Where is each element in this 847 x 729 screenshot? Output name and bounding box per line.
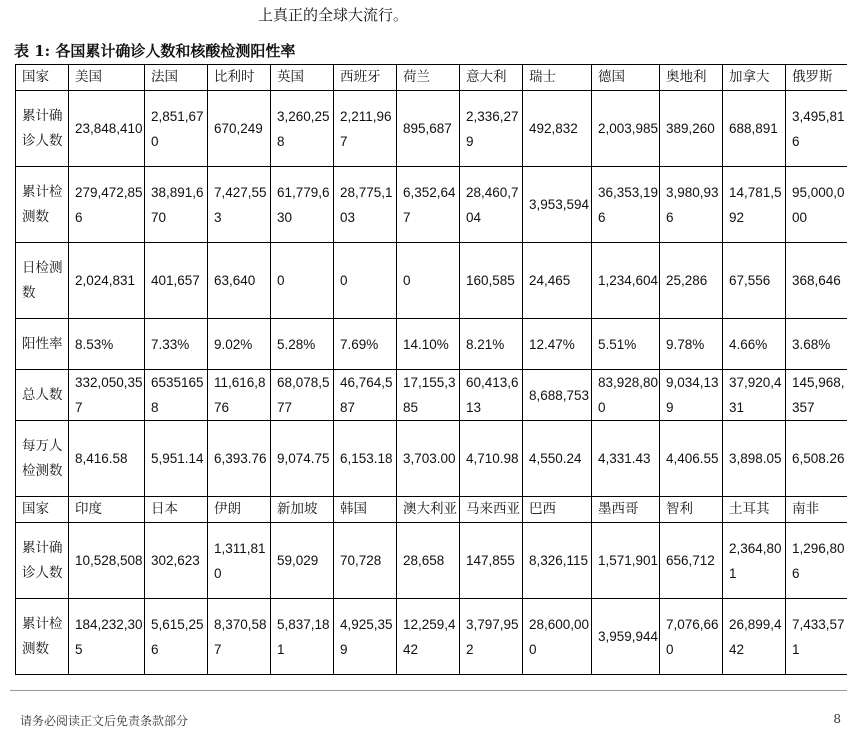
table-cell: 4,406.55 xyxy=(660,421,723,497)
table-row xyxy=(16,421,847,497)
table-cell: 895,687 xyxy=(397,91,460,167)
table-cell: 4,710.98 xyxy=(460,421,523,497)
table-cell: 38,891,670 xyxy=(145,167,208,243)
table-cell: 37,920,431 xyxy=(723,370,786,421)
table-cell: 9.78% xyxy=(660,319,723,370)
country-name: 瑞士 xyxy=(523,65,592,91)
row-label: 累计检测数 xyxy=(16,599,69,675)
table-cell: 9,074.75 xyxy=(271,421,334,497)
country-name: 荷兰 xyxy=(397,65,460,91)
row-label: 总人数 xyxy=(16,370,69,421)
table-cell: 12,259,442 xyxy=(397,599,460,675)
table-cell: 2,336,279 xyxy=(460,91,523,167)
table-cell: 3,898.05 xyxy=(723,421,786,497)
table-cell: 5.28% xyxy=(271,319,334,370)
country-name: 巴西 xyxy=(523,497,592,523)
country-name: 日本 xyxy=(145,497,208,523)
table-cell: 5,615,256 xyxy=(145,599,208,675)
table-cell: 60,413,613 xyxy=(460,370,523,421)
country-name: 印度 xyxy=(69,497,145,523)
country-name: 英国 xyxy=(271,65,334,91)
header-row xyxy=(16,497,847,523)
country-name: 新加坡 xyxy=(271,497,334,523)
table-cell: 17,155,385 xyxy=(397,370,460,421)
table-cell: 5,837,181 xyxy=(271,599,334,675)
country-name: 澳大利亚 xyxy=(397,497,460,523)
header-label: 国家 xyxy=(16,497,69,523)
table-cell: 9,034,139 xyxy=(660,370,723,421)
table-cell: 23,848,410 xyxy=(69,91,145,167)
table-cell: 8,326,115 xyxy=(523,523,592,599)
table-cell: 63,640 xyxy=(208,243,271,319)
table-cell: 688,891 xyxy=(723,91,786,167)
table-cell: 59,029 xyxy=(271,523,334,599)
table-cell: 2,211,967 xyxy=(334,91,397,167)
table-cell: 95,000,000 xyxy=(786,167,847,243)
table-cell: 389,260 xyxy=(660,91,723,167)
country-name: 奥地利 xyxy=(660,65,723,91)
table-cell: 1,311,810 xyxy=(208,523,271,599)
table-cell: 3,797,952 xyxy=(460,599,523,675)
table-cell: 160,585 xyxy=(460,243,523,319)
table-cell: 7,427,553 xyxy=(208,167,271,243)
table-cell: 8,370,587 xyxy=(208,599,271,675)
table-cell: 8,416.58 xyxy=(69,421,145,497)
table-cell: 0 xyxy=(334,243,397,319)
table-cell: 28,460,704 xyxy=(460,167,523,243)
table-cell: 279,472,856 xyxy=(69,167,145,243)
country-name: 俄罗斯 xyxy=(786,65,847,91)
table-cell: 2,851,670 xyxy=(145,91,208,167)
country-name: 智利 xyxy=(660,497,723,523)
table-cell: 147,855 xyxy=(460,523,523,599)
table-cell: 10,528,508 xyxy=(69,523,145,599)
table-cell: 28,658 xyxy=(397,523,460,599)
table-cell: 670,249 xyxy=(208,91,271,167)
table-caption: 表 1: 各国累计确诊人数和核酸检测阳性率 xyxy=(14,40,295,61)
table-cell: 36,353,196 xyxy=(592,167,660,243)
table-cell: 4,550.24 xyxy=(523,421,592,497)
table-cell: 28,600,000 xyxy=(523,599,592,675)
country-test-table xyxy=(15,64,847,675)
table-cell: 1,234,604 xyxy=(592,243,660,319)
table-cell: 6,153.18 xyxy=(334,421,397,497)
table-cell: 11,616,876 xyxy=(208,370,271,421)
table-cell: 332,050,357 xyxy=(69,370,145,421)
table-cell: 401,657 xyxy=(145,243,208,319)
table-cell: 14,781,592 xyxy=(723,167,786,243)
table-cell: 7.69% xyxy=(334,319,397,370)
table-cell: 5,951.14 xyxy=(145,421,208,497)
table-cell: 26,899,442 xyxy=(723,599,786,675)
table-cell: 492,832 xyxy=(523,91,592,167)
table-cell: 656,712 xyxy=(660,523,723,599)
table-cell: 12.47% xyxy=(523,319,592,370)
row-label: 累计检测数 xyxy=(16,167,69,243)
table-cell: 61,779,630 xyxy=(271,167,334,243)
table-cell: 0 xyxy=(271,243,334,319)
table-cell: 8,688,753 xyxy=(523,370,592,421)
country-name: 加拿大 xyxy=(723,65,786,91)
table-cell: 7.33% xyxy=(145,319,208,370)
table-cell: 1,571,901 xyxy=(592,523,660,599)
table-cell: 25,286 xyxy=(660,243,723,319)
header-row xyxy=(16,65,847,91)
row-label: 累计确诊人数 xyxy=(16,523,69,599)
table-cell: 7,076,660 xyxy=(660,599,723,675)
table-cell: 6,352,647 xyxy=(397,167,460,243)
table-row xyxy=(16,91,847,167)
country-name: 比利时 xyxy=(208,65,271,91)
table-cell: 5.51% xyxy=(592,319,660,370)
country-name: 南非 xyxy=(786,497,847,523)
table-cell: 68,078,577 xyxy=(271,370,334,421)
table-cell: 46,764,587 xyxy=(334,370,397,421)
row-label: 累计确诊人数 xyxy=(16,91,69,167)
table-cell: 4.66% xyxy=(723,319,786,370)
table-cell: 3,953,594 xyxy=(523,167,592,243)
country-name: 墨西哥 xyxy=(592,497,660,523)
table-cell: 28,775,103 xyxy=(334,167,397,243)
table-cell: 368,646 xyxy=(786,243,847,319)
table-cell: 4,925,359 xyxy=(334,599,397,675)
table-cell: 9.02% xyxy=(208,319,271,370)
country-name: 法国 xyxy=(145,65,208,91)
table-cell: 14.10% xyxy=(397,319,460,370)
table-cell: 67,556 xyxy=(723,243,786,319)
table-row xyxy=(16,167,847,243)
table-cell: 3.68% xyxy=(786,319,847,370)
table-cell: 0 xyxy=(397,243,460,319)
table-cell: 4,331.43 xyxy=(592,421,660,497)
header-label: 国家 xyxy=(16,65,69,91)
table-cell: 145,968,357 xyxy=(786,370,847,421)
row-label: 阳性率 xyxy=(16,319,69,370)
table-row xyxy=(16,243,847,319)
table-cell: 24,465 xyxy=(523,243,592,319)
table-cell: 65351658 xyxy=(145,370,208,421)
table-row xyxy=(16,523,847,599)
table-cell: 184,232,305 xyxy=(69,599,145,675)
row-label: 每万人检测数 xyxy=(16,421,69,497)
table-cell: 3,495,816 xyxy=(786,91,847,167)
table-cell: 3,703.00 xyxy=(397,421,460,497)
footer-rule xyxy=(10,690,847,691)
country-name: 德国 xyxy=(592,65,660,91)
table-cell: 6,393.76 xyxy=(208,421,271,497)
country-name: 美国 xyxy=(69,65,145,91)
table-cell: 6,508.26 xyxy=(786,421,847,497)
table-cell: 1,296,806 xyxy=(786,523,847,599)
table-cell: 3,980,936 xyxy=(660,167,723,243)
table-cell: 3,260,258 xyxy=(271,91,334,167)
table-cell: 2,003,985 xyxy=(592,91,660,167)
row-label: 日检测数 xyxy=(16,243,69,319)
table-cell: 7,433,571 xyxy=(786,599,847,675)
table-row xyxy=(16,319,847,370)
footer-disclaimer: 请务必阅读正文后免责条款部分 xyxy=(20,712,188,729)
table-row xyxy=(16,370,847,421)
country-name: 意大利 xyxy=(460,65,523,91)
country-name: 土耳其 xyxy=(723,497,786,523)
country-name: 韩国 xyxy=(334,497,397,523)
intro-text: 上真正的全球大流行。 xyxy=(258,4,408,25)
table-cell: 70,728 xyxy=(334,523,397,599)
country-name: 西班牙 xyxy=(334,65,397,91)
table-cell: 3,959,944 xyxy=(592,599,660,675)
table-cell: 302,623 xyxy=(145,523,208,599)
table-cell: 2,024,831 xyxy=(69,243,145,319)
table-cell: 2,364,801 xyxy=(723,523,786,599)
table-cell: 8.53% xyxy=(69,319,145,370)
country-name: 伊朗 xyxy=(208,497,271,523)
table-row xyxy=(16,599,847,675)
country-name: 马来西亚 xyxy=(460,497,523,523)
table-cell: 8.21% xyxy=(460,319,523,370)
page-number: 8 xyxy=(833,712,841,726)
table-cell: 83,928,800 xyxy=(592,370,660,421)
